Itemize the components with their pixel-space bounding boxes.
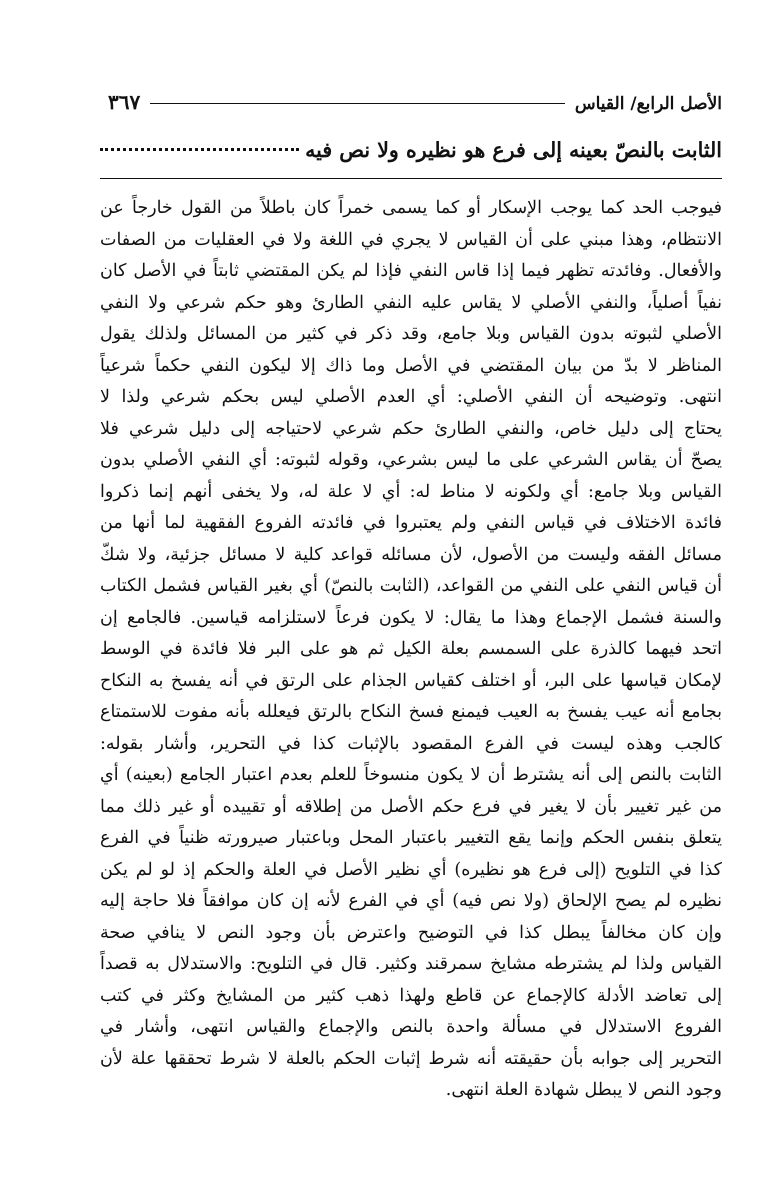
section-separator — [100, 178, 722, 179]
text-line: الأصلي لثبوته بدون القياس وبلا جامع، وقد ذكر في كثير من المسائل ولذلك يقول — [100, 324, 722, 344]
text-line: التحرير إلى جوابه بأن حقيقته أنه شرط إثبات الحكم بالعلة لا شرط تحققها علة لأن — [100, 1048, 722, 1069]
text-line: والسنة فشمل الإجماع وهذا ما يقال: لا يكون فرعاً لاستلزامه قياسين. فالجامع إن — [100, 607, 722, 628]
running-header — [108, 90, 722, 114]
text-line: الانتظام، وهذا مبني على أن القياس لا يجري في اللغة ولا في العقليات من الصفات — [100, 229, 722, 250]
text-line: يحتاج إلى دليل خاص، والنفي الطارئ حكم شرعي لاحتياجه إلى دليل شرعي فلا — [100, 418, 722, 439]
text-line: المناظر لا بدّ من بيان المقتضي في الأصل وما ذاك إلا ليكون النفي حكماً شرعياً — [100, 355, 722, 376]
text-line: الفروع الاستدلال في مسألة واحدة بالنص والإجماع والقياس انتهى، وأشار في — [100, 1017, 722, 1037]
page-number: ٣٦٧ — [108, 90, 141, 114]
text-line: مسائل الفقه وليست من الأصول، لأن مسائله قواعد كلية لا مسائل جزئية، ولا شكّ — [100, 544, 722, 565]
text-line: انتهى. وتوضيحه أن النفي الأصلي: أي العدم الأصلي ليس بحكم شرعي ولذا لا — [100, 387, 722, 407]
text-line: الثابت بالنص إلى أنه يشترط أن لا يكون منسوخاً للعلم بعدم اعتبار الجامع (بعينه) أي — [100, 765, 722, 785]
text-line: يصحّ أن يقاس الشرعي على ما ليس بشرعي، وقوله لثبوته: أي النفي الأصلي بدون — [100, 450, 722, 470]
text-line: فائدة الاختلاف في قياس النفي ولم يعتبروا في فائدته الفروع الفقهية لما أنها من — [100, 513, 722, 533]
text-line: كالجب وهذه ليست في الفرع المقصود بالإثبات كذا في التحرير، وأشار بقوله: — [100, 733, 722, 754]
matn-line — [100, 138, 722, 162]
commentary-body — [100, 193, 722, 1107]
text-line: إلى تعاضد الأدلة كالإجماع عن قاطع ولهذا ذهب كثير من المشايخ وكثر في كتب — [100, 985, 722, 1006]
text-line: من غير تغيير بأن لا يغير في فرع حكم الأصل من إطلاقه أو تقييده أو غير ذلك مما — [100, 796, 722, 817]
text-line: اتحد فيهما كالذرة على السمسم بعلة الكيل ثم هو على البر فلا فائدة في الوسط — [100, 639, 722, 659]
text-line: كذا في التلويح (إلى فرع هو نظيره) أي نظير الأصل في العلة والحكم إذ لو لم يكن — [100, 859, 722, 880]
text-line: فيوجب الحد كما يوجب الإسكار أو كما يسمى خمراً كان باطلاً من القول خارجاً عن — [100, 198, 722, 218]
text-line: يتعلق بنفس الحكم وإنما يقع التغيير باعتبار المحل وباعتبار صيرورته ظنياً في الفرع — [100, 828, 722, 848]
text-line: نفياً أصلياً، والنفي الأصلي لا يقاس عليه النفي الطارئ وهو حكم شرعي ولا النفي — [100, 292, 722, 313]
matn-text: الثابت بالنصّ بعينه إلى فرع هو نظيره ولا نص فيه — [305, 138, 722, 162]
chapter-title: الأصل الرابع/ القياس — [574, 94, 722, 114]
text-line: نظيره لم يصح الإلحاق (ولا نص فيه) أي في الفرع لأنه إن كان موافقاً فلا حاجة إليه — [100, 891, 722, 911]
header-rule — [150, 103, 565, 104]
text-line: القياس وبلا جامع: أي ولكونه لا مناط له: أي لا علة له، ولا يخفى أنهم إنما ذكروا — [100, 481, 722, 502]
text-line: القياس ولذا لم يشترطه مشايخ سمرقند وكثير. قال في التلويح: والاستدلال به قصداً — [100, 954, 722, 974]
text-line: لإمكان قياسها على البر، أو اختلف كقياس الجذام على الرتق في أنه يفسخ به النكاح — [100, 670, 722, 691]
text-line: وإن كان مخالفاً يبطل كذا في التوضيح واعترض بأن وجود النص لا ينافي صحة — [100, 922, 722, 943]
dotted-leader — [100, 148, 299, 151]
text-line: أن قياس النفي على النفي من القواعد، (الثابت بالنصّ) أي بغير القياس فشمل الكتاب — [100, 576, 722, 596]
text-line: وجود النص لا يبطل شهادة العلة انتهى. — [445, 1080, 722, 1100]
text-line: والأفعال. وفائدته تظهر فيما إذا قاس النفي فإذا لم يكن المقتضي ثابتاً في الأصل كان — [100, 261, 722, 281]
text-line: بجامع أنه عيب يفسخ به العيب فيمنع فسخ النكاح بالرتق فيعلله بأنه مفوت للاستمتاع — [100, 702, 722, 722]
